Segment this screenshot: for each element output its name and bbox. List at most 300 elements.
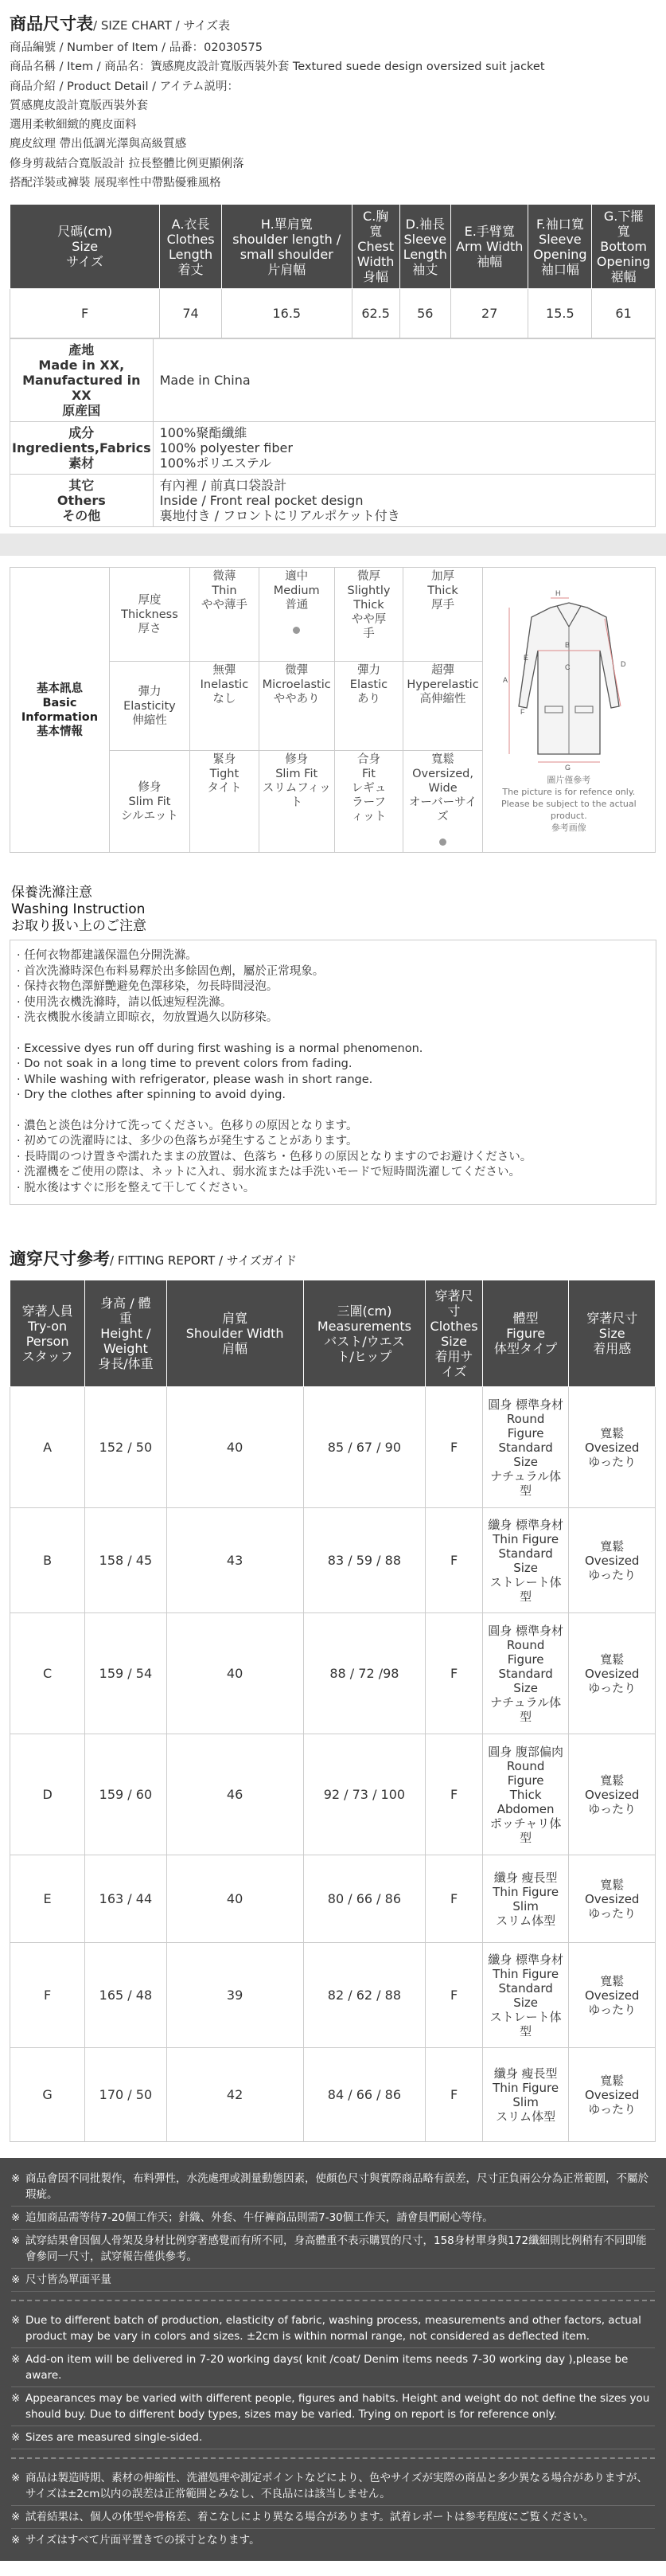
detail-value [153,475,655,527]
fitting-row [10,1943,656,2048]
header-line: 片肩幅 [267,261,306,277]
attribute-option [259,751,334,853]
washing-line: · 任何衣物都建議保溫色分開洗滌。 [17,949,197,963]
option-line: Slightly [347,584,391,598]
fit-line: Ovesized [584,1891,640,1906]
option-line: Microelastic [262,678,331,692]
header-line: Clothes [430,1318,478,1334]
header-line: 身高 / 體 [100,1296,151,1311]
figure-line: 型 [520,1709,532,1724]
fit-cell [569,1855,656,1943]
attribute-option [189,568,259,662]
header-line: Shoulder Width [185,1326,284,1342]
option-line: Elastic [349,678,388,692]
fit-cell [569,1508,656,1613]
height-weight-cell: 165 / 48 [85,1943,166,2048]
measurements-cell: 80 / 66 / 86 [303,1855,426,1943]
option-line: スリムフィット [262,782,331,810]
shoulder-cell: 40 [166,1387,303,1508]
note-text: Add-on item will be delivered in 7-20 working days( knit /coat/ Denim items needs 7-30 working day ),please be aware. [25,2353,629,2383]
fit-line: ゆったり [588,1454,637,1469]
clothes-size-cell: F [426,1943,483,2048]
attribute-option [403,662,482,751]
note-star: ※ [11,2534,21,2547]
detail-key-line: その他 [62,508,101,524]
height-weight-cell: 152 / 50 [85,1387,166,1508]
figure-line: Round [506,1637,545,1652]
shoulder-cell: 42 [166,2048,303,2142]
option-line: 高伸縮性 [419,693,466,706]
header-line: 三圍(cm) [337,1303,392,1319]
fitting-row [10,1387,656,1508]
option-line: Medium [273,584,320,598]
header-line: Person [25,1333,69,1349]
figure-cell [482,1734,569,1855]
size-header-cell [221,205,352,289]
header-line: 袖幅 [477,254,503,270]
header-line: 肩寬 [222,1311,248,1327]
fit-line: 寬鬆 [600,1877,625,1892]
figure-line: 圓身 標準身材 [488,1623,564,1638]
option-line: 適中 [285,570,309,584]
attribute-label [109,568,189,662]
figure-line: Thin Figure [493,2080,559,2095]
shoulder-cell: 40 [166,1613,303,1734]
option-line: タイト [207,782,242,795]
figure-line: Standard [498,1666,553,1681]
picture-note-line: Please be subject to the actual [500,798,637,809]
attribute-option [334,751,403,853]
option-line: ズ [437,811,449,824]
shoulder-cell: 40 [166,1855,303,1943]
figure-line: 纖身 瘦長型 [493,1870,558,1885]
option-line: Thin [212,584,237,598]
figure-cell [482,2048,569,2142]
detail-key-line: Ingredients,Fabrics [12,440,151,456]
fit-line: Ovesized [584,1988,640,2003]
basic-info-label-line: 基本情報 [36,725,83,738]
figure-line: Round [506,1758,545,1773]
header-line: 着用感 [593,1341,632,1357]
detail-key-line: Made in XX, [38,358,125,373]
basic-info-label-line: Information [21,710,99,724]
selected-marker [259,623,334,638]
note-star: ※ [11,2314,21,2328]
figure-line: Thin Figure [493,1966,559,1981]
svg-text:D: D [620,659,626,668]
attribute-label-line: Slim Fit [128,795,171,808]
figure-line: Round [506,1411,545,1426]
note-row [11,2168,655,2207]
note-star: ※ [11,2392,21,2406]
fitting-header-cell [10,1280,85,1387]
header-line: G.下擺 [603,209,644,225]
person-cell: A [10,1387,85,1508]
fitting-header-cell [482,1280,569,1387]
fit-cell [569,1734,656,1855]
clothes-size-cell: F [426,1613,483,1734]
note-row [11,2529,655,2551]
attribute-option [334,662,403,751]
size-table [10,204,656,338]
option-line: 微彈 [285,664,309,678]
note-star: ※ [11,2431,21,2445]
note-star: ※ [11,2273,21,2287]
note-row [11,2426,655,2449]
clothes-size-cell: F [426,2048,483,2142]
clothes-size-cell: F [426,1855,483,1943]
picture-note-line: The picture is for refence only. [502,786,636,797]
clothes-size-cell: F [426,1387,483,1508]
attribute-option [259,568,334,662]
fit-cell [569,1943,656,2048]
header-line: Measurements [317,1318,411,1334]
detail-row [10,339,656,422]
fitting-row [10,1855,656,1943]
header-line: 身幅 [363,269,389,285]
option-line: 合身 [356,753,380,767]
note-row [11,2230,655,2269]
fitting-row [10,1613,656,1734]
size-row [10,289,656,338]
size-cell: F [10,289,160,338]
size-header-cell [528,205,592,289]
option-line: Hyperelastic [407,678,479,692]
info-line: 搭配洋裝或褲裝 展現率性中帶點優雅風格 [10,177,221,190]
header-line: Arm Width [456,239,524,255]
figure-line: 型 [520,1589,532,1604]
header-line: F.袖口寬 [536,216,584,232]
attribute-option [403,751,482,853]
header-line: 穿著尺寸 [586,1311,638,1327]
attribute-label-line: 厚さ [138,622,162,635]
figure-cell [482,1855,569,1943]
attribute-option [334,568,403,662]
fitting-header-cell [85,1280,166,1387]
washing-line: · 洗衣機脫水後請立即晾衣，勿放置過久以防移染。 [17,1011,278,1025]
fitting-header-cell [303,1280,426,1387]
measurements-cell: 88 / 72 /98 [303,1613,426,1734]
note-row [11,2387,655,2426]
basic-info-table [10,567,656,853]
fit-line: Ovesized [584,2087,640,2102]
washing-line: · 洗濯機をご使用の際は、ネットに入れ、弱水流または手洗いモードで短時間洗濯してください。 [17,1166,521,1179]
attribute-label-line: 伸縮性 [132,713,167,727]
detail-key-line: Manufactured in [22,373,141,389]
fitting-row [10,1508,656,1613]
fit-line: ゆったり [588,1906,637,1921]
fitting-report-title: 適穿尺寸參考/ FITTING REPORT / サイズガイド [10,1249,298,1269]
person-cell: B [10,1508,85,1613]
attribute-option [259,662,334,751]
size-header-cell [451,205,528,289]
info-line: 商品編號 / Number of Item / 品番：02030575 [10,41,263,54]
fit-line: Ovesized [584,1787,640,1802]
header-line: サイズ [66,254,104,270]
figure-line: 纖身 標準身材 [488,1952,564,1967]
figure-cell [482,1613,569,1734]
header-line: Try-on [28,1318,68,1334]
washing-line: · 初めての洗濯時には、多少の色落ちが発生することがあります。 [17,1135,358,1148]
figure-line: Standard [498,1546,553,1561]
option-line: 緊身 [212,753,236,767]
note-row [11,2207,655,2230]
washing-title-line: Washing Instruction [11,901,146,918]
header-line: イズ [441,1363,467,1379]
figure-line: Size [513,1454,539,1469]
fit-line: 寬鬆 [600,1425,625,1440]
option-line: 超彈 [431,664,455,678]
header-line: 寬 [369,224,383,240]
shoulder-cell: 39 [166,1943,303,2048]
shoulder-cell: 46 [166,1734,303,1855]
header-line: ト/ヒップ [337,1348,392,1364]
header-line: Sleeve [539,231,582,247]
header-line: 尺碼(cm) [57,224,113,240]
option-line: ラーフ [352,796,386,810]
washing-line: · 保持衣物色澤鮮艷避免色澤移染，勿長時間浸泡。 [17,980,278,994]
size-header-cell [399,205,450,289]
washing-line: · 長時間のつけ置きや濡れたままの放置は、色落ち・色移りの原因となりますのでお避けください。 [17,1150,532,1163]
size-chart-title: 商品尺寸表/ SIZE CHART / サイズ表 [10,14,231,33]
option-line: Wide [428,782,458,795]
measurements-cell: 83 / 59 / 88 [303,1508,426,1613]
attribute-label [109,662,189,751]
detail-value-line: 100%ポリエステル [159,455,271,471]
option-line: 普通 [285,599,309,612]
detail-key-line: Others [56,493,106,509]
size-cell: 74 [160,289,222,338]
option-line: レギュ [351,782,387,795]
size-header-cell [592,205,656,289]
figure-line: Thin Figure [493,1531,559,1546]
basic-info-row [10,568,656,662]
fitting-header-cell [569,1280,656,1387]
picture-note-line: product. [550,810,587,821]
fit-line: ゆったり [588,1801,637,1816]
header-line: shoulder length / [232,231,341,247]
header-line: 寬 [617,224,630,240]
figure-cell [482,1943,569,2048]
figure-line: Size [513,1995,539,2010]
info-line: 選用柔軟細緻的麂皮面料 [10,119,137,132]
note-row [11,2269,655,2292]
person-cell: F [10,1943,85,2048]
size-cell: 62.5 [352,289,399,338]
option-line: 寬鬆 [431,753,455,767]
height-weight-cell: 163 / 44 [85,1855,166,1943]
detail-key-line: 原産国 [62,403,101,419]
figure-line: Abdomen [497,1801,555,1816]
option-line: やや厚 [351,613,387,627]
info-line: 質感麂皮設計寬版西裝外套 [10,99,148,112]
attribute-label-line: Thickness [121,608,178,621]
washing-title [10,885,656,935]
figure-line: 纖身 標準身材 [488,1517,564,1532]
note-text: 尺寸皆為單面平量 [25,2273,111,2287]
note-star: ※ [11,2472,21,2485]
detail-key-line: XX [71,388,92,404]
washing-line: · Excessive dyes run off during first washing is a normal phenomenon. [17,1042,423,1055]
svg-text:E: E [523,653,528,662]
header-line: E.手臂寬 [464,224,515,240]
option-line: Oversized, [412,768,473,781]
size-cell: 61 [592,289,656,338]
fit-line: Ovesized [584,1553,640,1568]
fit-line: 寬鬆 [600,1538,625,1554]
detail-row [10,422,656,475]
header-line: 体型タイプ [494,1341,558,1357]
fit-cell [569,1613,656,1734]
note-star: ※ [11,2353,21,2367]
info-line: 商品介紹 / Product Detail / アイテム説明： [10,80,240,93]
jacket-diagram-icon [501,587,637,770]
notes-divider [11,2300,655,2301]
option-line: あり [356,693,380,706]
figure-line: Figure [507,1425,544,1440]
option-line: 加厚 [431,570,455,584]
header-line: 着丈 [177,261,204,277]
size-cell: 16.5 [221,289,352,338]
svg-text:F: F [520,707,525,716]
figure-cell [482,1508,569,1613]
picture-note-line: 參考画像 [551,822,586,833]
fit-line: ゆったり [588,1567,637,1582]
detail-value-line: 100%聚酯纖維 [159,425,247,441]
size-cell: 15.5 [528,289,592,338]
option-line: Tight [209,768,240,781]
height-weight-cell: 159 / 60 [85,1734,166,1855]
figure-line: Figure [507,1773,544,1788]
header-line: Chest [357,239,395,255]
figure-line: Slim [512,2094,539,2109]
figure-line: 型 [520,1830,532,1845]
height-weight-cell: 158 / 45 [85,1508,166,1613]
header-line: Size [598,1326,625,1342]
attribute-option [403,568,482,662]
fitting-row [10,2048,656,2142]
washing-title-line: 保養洗滌注意 [11,885,92,901]
figure-cell [482,1387,569,1508]
clothes-size-cell: F [426,1508,483,1613]
measurements-cell: 92 / 73 / 100 [303,1734,426,1855]
attribute-option [189,751,259,853]
header-line: Length [168,246,213,262]
washing-line: · While washing with refrigerator, please wash in short range. [17,1073,373,1086]
attribute-label-line: 厚度 [138,593,162,607]
fit-line: 寬鬆 [600,1773,625,1788]
option-line: 修身 [285,753,309,767]
option-line: オーバーサイ [408,796,477,810]
detail-key [10,475,154,527]
fit-line: ゆったり [588,1680,637,1695]
washing-line: · 脱水後はすぐに形を整えて干してください。 [17,1181,255,1194]
figure-line: 纖身 瘦長型 [493,2066,558,2081]
attribute-label-line: Elasticity [123,699,176,713]
detail-row [10,475,656,527]
attribute-label-line: シルエット [121,809,178,823]
detail-key-line: 成分 [68,425,95,441]
gap [17,1104,649,1119]
header-line: 體型 [512,1311,539,1327]
fit-line: ゆったり [588,2002,637,2017]
shoulder-cell: 43 [166,1508,303,1613]
header-line: Length [403,246,447,262]
note-row [11,2309,655,2348]
selected-dot-icon [439,838,446,846]
option-line: 厚手 [431,599,455,612]
gap [17,1026,649,1042]
note-row [11,2467,655,2506]
figure-line: スリム体型 [496,2109,556,2124]
picture-note [483,774,655,834]
height-weight-cell: 159 / 54 [85,1613,166,1734]
detail-key-line: 產地 [68,342,95,358]
header-line: Opening [533,246,587,262]
measurements-cell: 82 / 62 / 88 [303,1943,426,2048]
size-table-header [10,205,656,289]
figure-line: ナチュラル体 [490,1695,562,1710]
header-line: 袖口幅 [540,261,579,277]
header-line: 着用サ [434,1348,473,1364]
figure-line: ナチュラル体 [490,1468,562,1483]
header-line: Weight [103,1341,148,1357]
note-row [11,2506,655,2529]
note-row [11,2348,655,2387]
fit-line: Ovesized [584,1666,640,1681]
fitting-header-cell [426,1280,483,1387]
selected-marker [403,835,481,850]
option-line: Thick [427,584,458,598]
figure-line: ポッチャリ体 [489,1816,562,1831]
svg-text:A: A [502,675,508,684]
garment-diagram [482,568,655,853]
svg-text:C: C [564,663,571,671]
header-line: small shoulder [240,246,333,262]
attribute-option [189,662,259,751]
option-line: 手 [363,627,375,641]
detail-key-line: 素材 [68,455,95,471]
header-line: Opening [596,254,651,270]
option-line: Inelastic [200,678,249,692]
figure-line: スリム体型 [496,1913,556,1928]
header-line: Clothes [166,231,215,247]
header-line: Width [356,254,395,270]
person-cell: C [10,1613,85,1734]
option-line: Slim Fit [275,768,318,781]
header-line: バスト/ウエス [324,1333,405,1349]
figure-line: Thin Figure [493,1884,559,1899]
person-cell: E [10,1855,85,1943]
option-line: やや薄手 [201,599,247,612]
header-line: Size [72,239,99,255]
header-line: 裾幅 [610,269,637,285]
detail-value-line: 100% polyester fiber [159,440,293,456]
size-header-cell [352,205,399,289]
option-line: 無彈 [212,664,236,678]
attribute-label-line: 修身 [138,780,162,794]
note-text: 商品會因不同批製作，布料彈性，水洗處理或測量動態因素，使顏色尺寸與實際商品略有誤差，尺寸正負兩公分為正常範圍，不屬於瑕疵。 [25,2172,648,2202]
fit-cell [569,1387,656,1508]
size-cell: 27 [451,289,528,338]
note-star: ※ [11,2234,21,2248]
person-cell: D [10,1734,85,1855]
info-line: 麂皮紋理 帶出低調光澤與高級質感 [10,138,187,151]
option-line: ィット [351,811,387,824]
fit-line: 寬鬆 [600,1973,625,1988]
header-line: 寸 [447,1303,461,1319]
fitting-table [10,1280,656,2142]
